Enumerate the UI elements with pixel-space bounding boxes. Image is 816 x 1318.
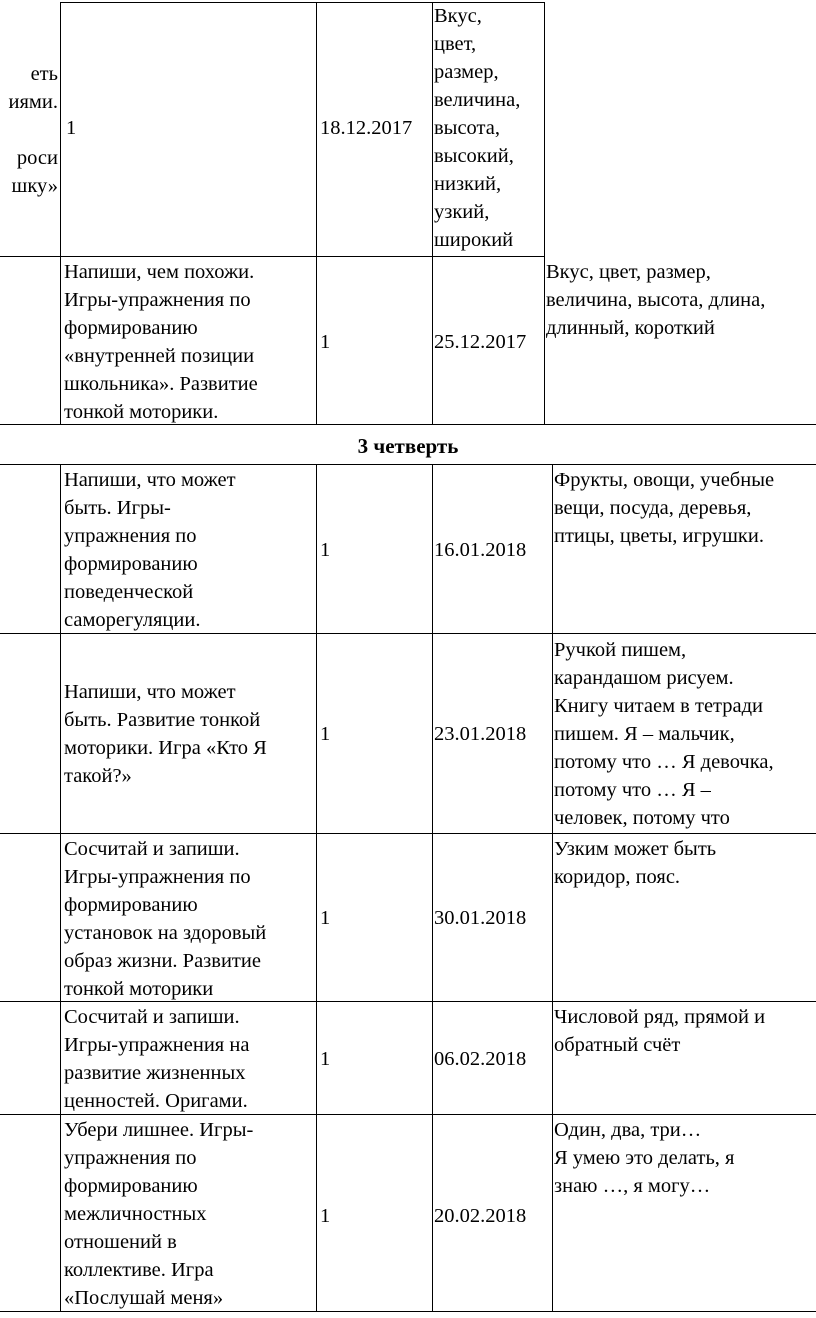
- rule-row1-bottom: [0, 256, 544, 257]
- section-title-quarter: 3 четверть: [357, 434, 459, 458]
- row1-hours: 1: [66, 117, 77, 139]
- vrule-low-d: [552, 464, 553, 1311]
- vrule-low-a: [60, 464, 61, 1311]
- row3-lesson: Напиши, что может быть. Игры- упражнения по формированию поведенческой саморегуляции.: [64, 469, 236, 631]
- row1-vocabulary: Вкус, цвет, размер, величина, высота, высокий, низкий, узкий, широкий: [434, 5, 521, 251]
- vrule-top-c: [432, 2, 433, 424]
- row2-vocabulary: Вкус, цвет, размер, величина, высота, длина, длинный, короткий: [546, 261, 766, 339]
- rule-row4-bottom: [0, 833, 816, 834]
- vrule-top-d: [544, 2, 545, 424]
- row2-lesson: Напиши, чем похожи. Игры-упражнения по формированию «внутренней позиции школьника». Развитие тонкой моторики.: [64, 261, 258, 423]
- row1-left-fragment: еть иями. роси шку»: [8, 63, 58, 197]
- row2-date: 25.12.2017: [434, 331, 527, 353]
- row3-vocabulary: Фрукты, овощи, учебные вещи, посуда, деревья, птицы, цветы, игрушки.: [554, 469, 775, 547]
- row7-lesson: Убери лишнее. Игры- упражнения по формированию межличностных отношений в коллективе. Игра «Послушай меня»: [64, 1119, 254, 1309]
- vrule-low-c: [432, 464, 433, 1311]
- row1-date: 18.12.2017: [320, 117, 413, 139]
- row7-hours: 1: [320, 1205, 331, 1227]
- row5-date: 30.01.2018: [434, 907, 527, 929]
- row2-hours: 1: [320, 331, 331, 353]
- row6-date: 06.02.2018: [434, 1048, 527, 1070]
- row6-hours: 1: [320, 1048, 331, 1070]
- row4-vocabulary: Ручкой пишем, карандашом рисуем. Книгу читаем в тетради пишем. Я – мальчик, потому что … Я девочка, потому что … Я – человек, потому что: [554, 639, 774, 829]
- row7-vocabulary: Один, два, три… Я умею это делать, я знаю …, я могу…: [554, 1119, 735, 1197]
- rule-section-bottom: [0, 464, 816, 465]
- vrule-low-b: [316, 464, 317, 1311]
- vrule-top-a: [60, 2, 61, 424]
- row5-hours: 1: [320, 907, 331, 929]
- row3-date: 16.01.2018: [434, 539, 527, 561]
- row4-lesson: Напиши, что может быть. Развитие тонкой моторики. Игра «Кто Я такой?»: [64, 681, 267, 787]
- row6-vocabulary: Числовой ряд, прямой и обратный счёт: [554, 1006, 766, 1056]
- row7-date: 20.02.2018: [434, 1205, 527, 1227]
- row5-vocabulary: Узким может быть коридор, пояс.: [554, 838, 717, 888]
- row4-hours: 1: [320, 723, 331, 745]
- row6-lesson: Сосчитай и запиши. Игры-упражнения на развитие жизненных ценностей. Оригами.: [64, 1006, 250, 1112]
- vrule-top-b: [316, 2, 317, 424]
- row4-date: 23.01.2018: [434, 723, 527, 745]
- row3-hours: 1: [320, 539, 331, 561]
- row1-left-fragment-clip: [0, 60, 60, 210]
- row5-lesson: Сосчитай и запиши. Игры-упражнения по формированию установок на здоровый образ жизни. Развитие тонкой моторики: [64, 838, 267, 1000]
